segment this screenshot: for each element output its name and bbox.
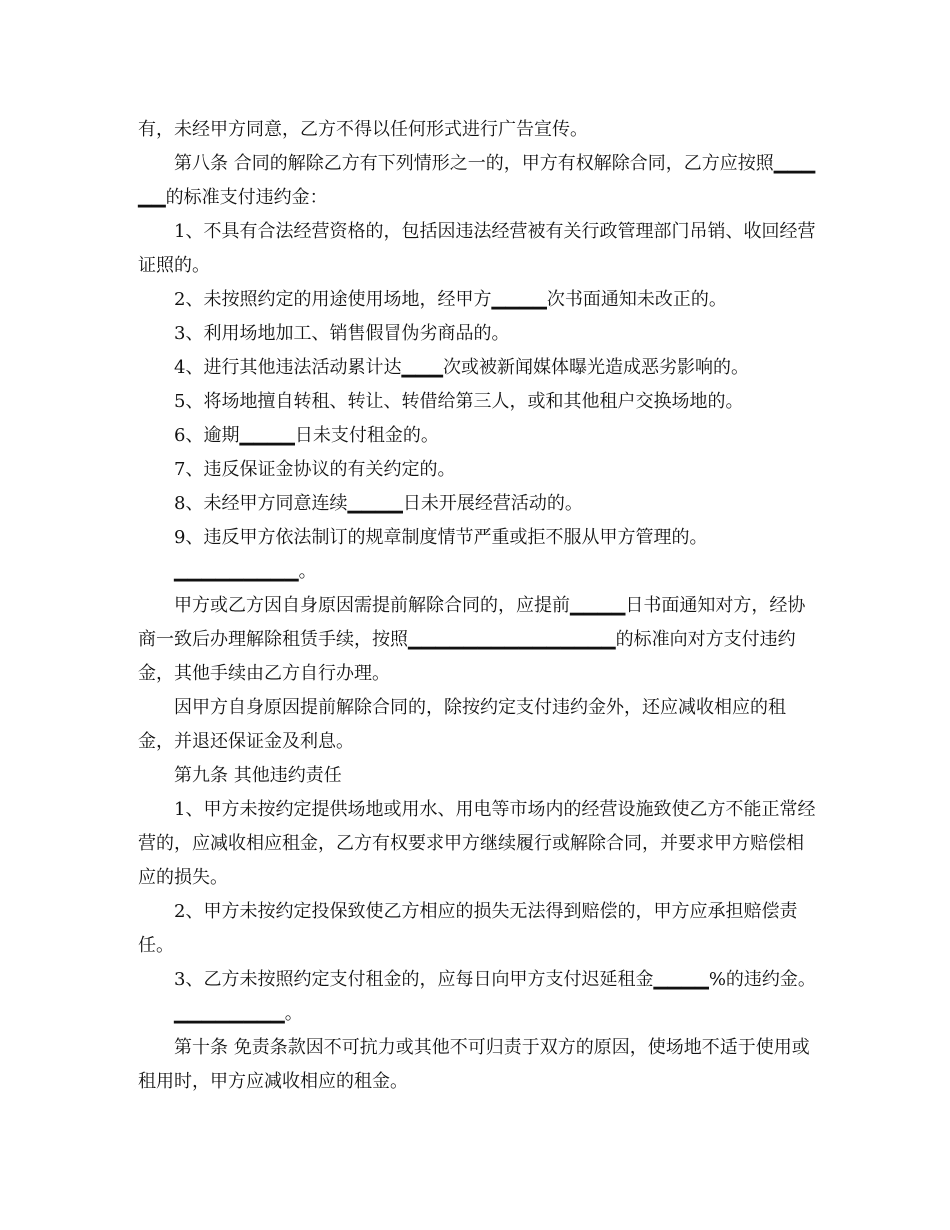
paragraph: 有，未经甲方同意，乙方不得以任何形式进行广告宣传。 (138, 119, 588, 140)
paragraph: 1、不具有合法经营资格的，包括因违法经营被有关行政管理部门吊销、收回经营证照的。 (138, 221, 816, 276)
paragraph: 7、违反保证金协议的有关约定的。 (174, 459, 456, 480)
paragraph: 5、将场地擅自转租、转让、转借给第三人，或和其他租户交换场地的。 (174, 391, 744, 412)
paragraph: 4、进行其他违法活动累计达▁▁▁次或被新闻媒体曝光造成恶劣影响的。 (174, 357, 749, 378)
paragraph: 2、未按照约定的用途使用场地，经甲方▁▁▁▁次书面通知未改正的。 (174, 289, 727, 310)
paragraph: 第八条 合同的解除乙方有下列情形之一的，甲方有权解除合同，乙方应按照▁▁▁▁▁的标准支付违约金： (138, 153, 816, 208)
paragraph: 6、逾期▁▁▁▁日未支付租金的。 (174, 425, 439, 446)
paragraph: 因甲方自身原因提前解除合同的，除按约定支付违约金外，还应减收相应的租金，并退还保证金及利息。 (138, 697, 786, 752)
document-body (138, 113, 818, 1099)
paragraph: 3、利用场地加工、销售假冒伪劣商品的。 (174, 323, 510, 344)
paragraph: ▁▁▁▁▁▁▁▁▁。 (174, 561, 317, 582)
section-heading: 第九条 其他违约责任 (174, 765, 342, 786)
paragraph: 3、乙方未按照约定支付租金的，应每日向甲方支付迟延租金▁▁▁▁%的违约金。 (174, 969, 816, 990)
paragraph: 8、未经甲方同意连续▁▁▁▁日未开展经营活动的。 (174, 493, 583, 514)
paragraph: 甲方或乙方因自身原因需提前解除合同的，应提前▁▁▁▁日书面通知对方，经协商一致后办理解除租赁手续，按照▁▁▁▁▁▁▁▁▁▁▁▁▁▁▁的标准向对方支付违约金，其他手续由乙方自行办理。 (138, 595, 806, 684)
paragraph: 2、甲方未按约定投保致使乙方相应的损失无法得到赔偿的，甲方应承担赔偿责任。 (138, 901, 798, 956)
paragraph: ▁▁▁▁▁▁▁▁。 (174, 1003, 303, 1024)
paragraph: 9、违反甲方依法制订的规章制度情节严重或拒不服从甲方管理的。 (174, 527, 708, 548)
paragraph: 1、甲方未按约定提供场地或用水、用电等市场内的经营设施致使乙方不能正常经营的，应减收相应租金，乙方有权要求甲方继续履行或解除合同，并要求甲方赔偿相应的损失。 (138, 799, 816, 888)
paragraph: 第十条 免责条款因不可抗力或其他不可归责于双方的原因，使场地不适于使用或租用时，甲方应减收相应的租金。 (138, 1037, 810, 1092)
